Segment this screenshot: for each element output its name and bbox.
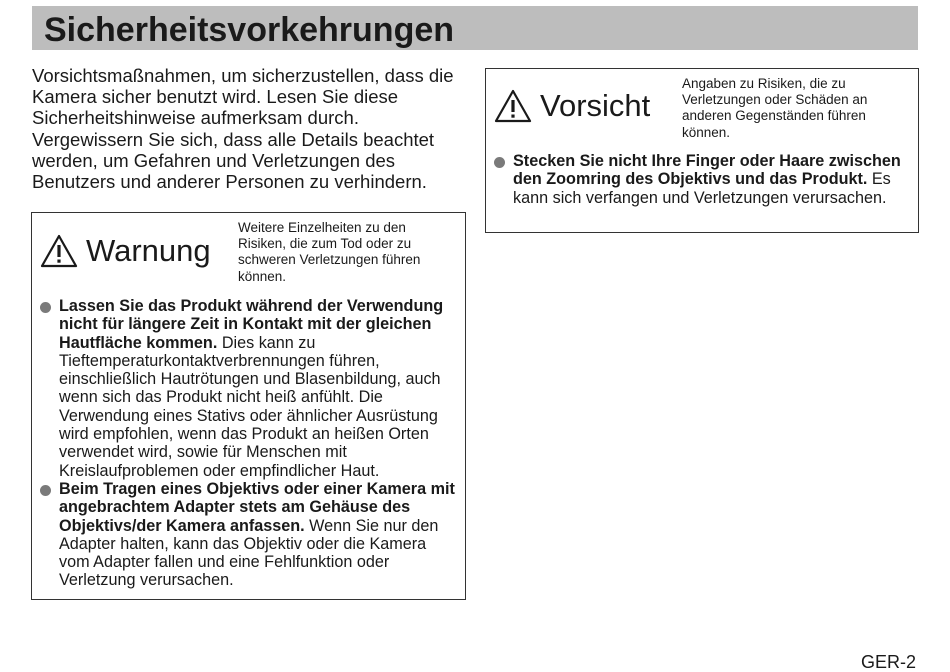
- warning-description: Weitere Einzelheiten zu den Risiken, die zum Tod oder zu schweren Verletzungen führen können.: [238, 220, 421, 284]
- warning-label: Warnung: [86, 233, 211, 268]
- page-title: Sicherheitsvorkehrungen: [44, 11, 455, 49]
- caution-label: Vorsicht: [540, 88, 651, 123]
- caution-item: [494, 152, 914, 207]
- warning-item-text: Wenn Sie nur den Adapter halten, kann das Objektiv oder die Kamera vom Adapter fallen und eine Fehlfunktion oder Verletzung verursachen.: [59, 516, 439, 590]
- intro-paragraph: Vorsichtsmaßnahmen, um sicherzustellen, dass die Kamera sicher benutzt wird. Lesen Sie diese Sicherheitshinweise aufmerksam durch. Vergewissern Sie sich, dass alle Details beachtet werden, um Gefahren und Verletzungen des Benutzers und anderer Personen zu verhindern.: [32, 65, 454, 193]
- bullet-icon: [40, 302, 51, 313]
- bullet-icon: [494, 157, 505, 168]
- title-bar: [32, 6, 918, 50]
- warning-item-list: [40, 297, 460, 590]
- caution-box: [485, 68, 919, 233]
- warning-triangle-icon: [40, 234, 78, 268]
- warning-item-bold: Lassen Sie das Produkt während der Verwendung nicht für längere Zeit in Kontakt mit der gleichen Hautfläche kommen.: [59, 297, 444, 352]
- warning-item-text: Dies kann zu Tieftemperaturkontaktverbrennungen führen, einschließlich Hautrötungen und Blasenbildung, auch wenn sich das Produkt nicht heiß anfühlt. Die Verwendung eines Stativs oder ähnlicher Ausrüstung wird empfohlen, wenn das Produkt an heißen Orten verwendet wird, sowie für Menschen mit Kreislaufproblemen oder empfindlicher Haut.: [59, 333, 441, 480]
- warning-item: [40, 480, 460, 590]
- page-number: GER-2: [860, 652, 916, 672]
- warning-sign: [40, 233, 211, 269]
- warning-item: [40, 297, 460, 480]
- caution-item-text: Es kann sich verfangen und Verletzungen verursachen.: [513, 170, 891, 207]
- warning-triangle-icon: [494, 89, 532, 123]
- caution-description: Angaben zu Risiken, die zu Verletzungen oder Schäden an anderen Gegenständen führen können.: [682, 76, 868, 140]
- warning-box: [31, 212, 466, 600]
- caution-item-list: [494, 152, 914, 207]
- caution-sign: [494, 88, 650, 124]
- bullet-icon: [40, 485, 51, 496]
- warning-item-bold: Beim Tragen eines Objektivs oder einer Kamera mit angebrachtem Adapter stets am Gehäuse des Objektivs/der Kamera anfassen.: [59, 479, 455, 535]
- caution-item-bold: Stecken Sie nicht Ihre Finger oder Haare zwischen den Zoomring des Objektivs und das Produkt.: [513, 152, 901, 189]
